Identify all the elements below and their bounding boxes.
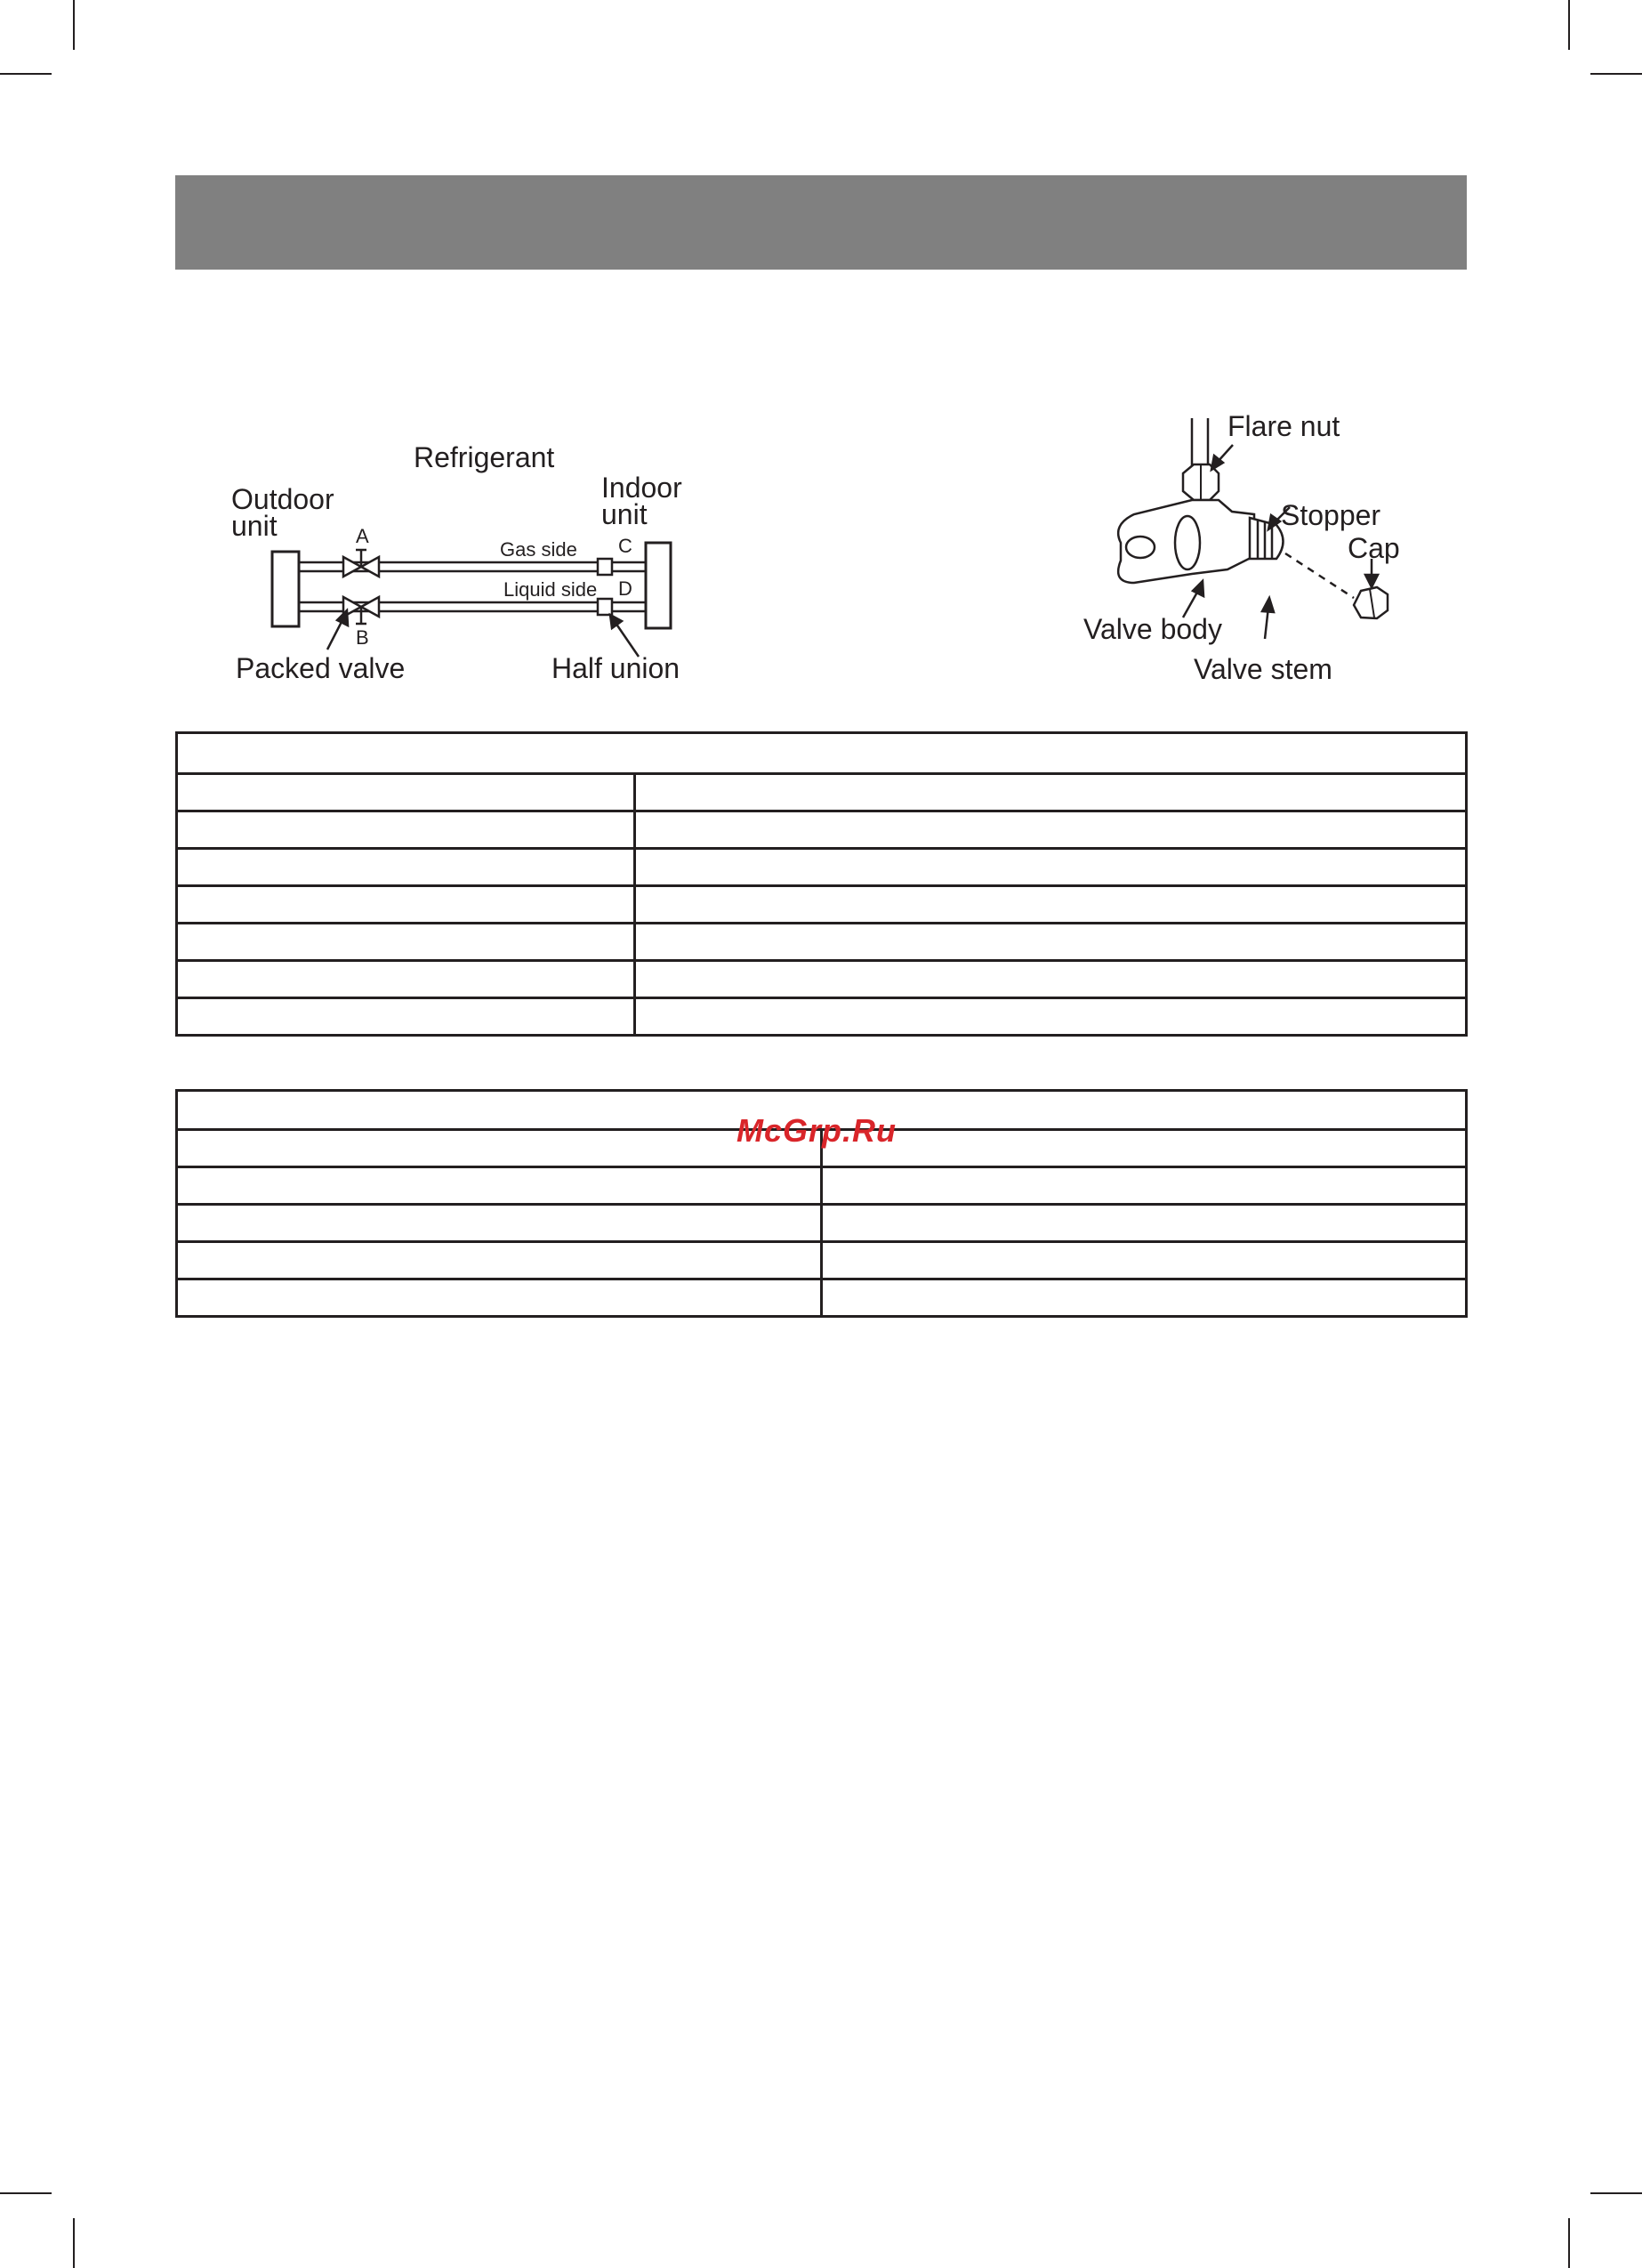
indoor-unit-label: unit — [601, 498, 648, 530]
half-union-label: Half union — [551, 652, 680, 684]
table-cell — [822, 1205, 1467, 1242]
table-row — [177, 1279, 1467, 1317]
watermark: McGrp.Ru — [736, 1112, 897, 1149]
section-header-band — [175, 175, 1467, 270]
table-1 — [175, 731, 1468, 1037]
point-c-label: C — [618, 535, 632, 557]
half-union-d-icon — [598, 599, 612, 615]
table-cell — [634, 849, 1467, 886]
table-cell — [177, 998, 635, 1036]
stopper-label: Stopper — [1281, 499, 1381, 531]
crop-mark — [73, 0, 75, 50]
table-row — [177, 849, 1467, 886]
table-row — [177, 774, 1467, 811]
table-cell — [177, 924, 635, 961]
table-cell — [177, 1205, 822, 1242]
table-row — [177, 1205, 1467, 1242]
table-cell — [177, 961, 635, 998]
table-cell — [634, 811, 1467, 849]
crop-mark — [1590, 2192, 1642, 2194]
refrigerant-piping-diagram — [213, 427, 712, 694]
packed-valve-b-icon — [343, 597, 379, 624]
table-cell — [177, 1130, 822, 1167]
point-d-label: D — [618, 577, 632, 600]
point-a-label: A — [356, 525, 369, 547]
liquid-side-label: Liquid side — [503, 578, 598, 601]
table-row — [177, 924, 1467, 961]
half-union-c-icon — [598, 559, 612, 575]
indoor-unit-label: Indoor — [601, 472, 682, 504]
outdoor-unit-label: Outdoor — [231, 483, 334, 515]
packed-valve-a-icon — [343, 550, 379, 577]
table-cell — [822, 1167, 1467, 1205]
crop-mark — [1568, 0, 1570, 50]
table-row — [177, 961, 1467, 998]
table-cell — [634, 733, 1467, 774]
table-cell — [177, 1167, 822, 1205]
cap-label: Cap — [1348, 532, 1400, 564]
half-union-arrow-icon — [610, 615, 639, 657]
table-cell — [634, 886, 1467, 924]
indoor-unit-box — [646, 543, 671, 628]
table-cell — [177, 811, 635, 849]
table-cell — [177, 733, 635, 774]
crop-mark — [0, 73, 52, 75]
packed-valve-parts-diagram — [1067, 400, 1423, 694]
table-row — [177, 886, 1467, 924]
valve-body-label: Valve body — [1083, 613, 1222, 645]
table-row — [177, 811, 1467, 849]
flare-nut-label: Flare nut — [1227, 410, 1340, 442]
point-b-label: B — [356, 626, 369, 649]
table-row — [177, 998, 1467, 1036]
table-cell — [177, 774, 635, 811]
table-row — [177, 1242, 1467, 1279]
table-cell — [634, 924, 1467, 961]
crop-mark — [0, 2192, 52, 2194]
table-cell — [634, 774, 1467, 811]
table-cell — [177, 1279, 822, 1317]
table-cell — [822, 1279, 1467, 1317]
crop-mark — [1568, 2218, 1570, 2268]
table-cell — [634, 998, 1467, 1036]
outdoor-unit-box — [272, 552, 299, 626]
table-cell — [822, 1130, 1467, 1167]
table-cell — [177, 849, 635, 886]
table-header-row — [177, 733, 1467, 774]
packed-valve-arrow-icon — [327, 610, 348, 650]
table-cell — [634, 961, 1467, 998]
table-cell — [177, 886, 635, 924]
crop-mark — [73, 2218, 75, 2268]
mounting-hole-icon — [1126, 537, 1155, 558]
gas-side-label: Gas side — [500, 538, 577, 561]
table-cell — [177, 1242, 822, 1279]
table-cell — [822, 1242, 1467, 1279]
table-row — [177, 1167, 1467, 1205]
packed-valve-label: Packed valve — [236, 652, 406, 684]
crop-mark — [1590, 73, 1642, 75]
outdoor-unit-label: unit — [231, 510, 278, 542]
refrigerant-label: Refrigerant — [414, 441, 555, 473]
dashed-guide — [1285, 553, 1354, 598]
valve-stem-label: Valve stem — [1194, 653, 1332, 685]
